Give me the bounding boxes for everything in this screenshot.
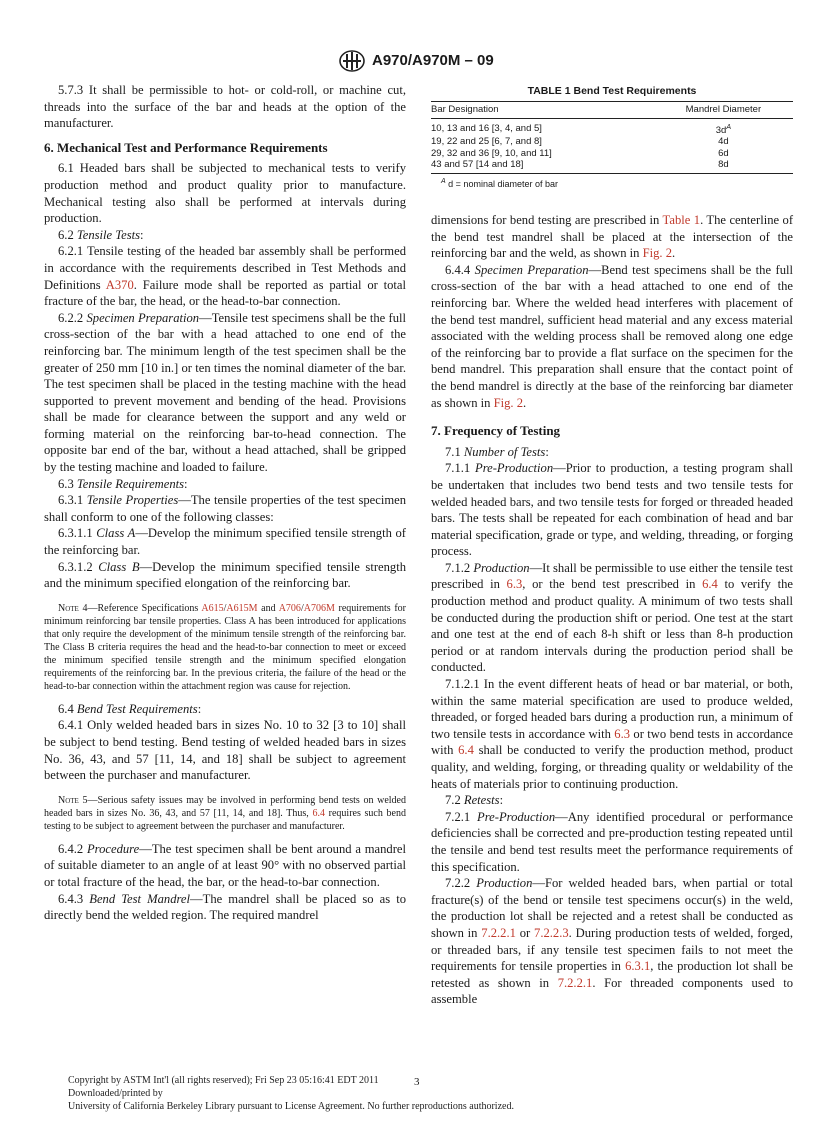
col-header-mandrel-diameter: Mandrel Diameter [654,102,793,119]
note-4: Note 4—Reference Specifications A615/A615M and A706/A706M requirements for minimum reinforcing bar tensile properties. Class A has been introduced for applications that only require the development of the minimum tensile strength of the reinforcing bar. The Class B criteria requires the head and the head-to-bar connection to meet or exceed the minimum specified tensile strength and the minimum specified elongation requirements of the reinforcing bar. In the previous criteria, the failure of the head or the head-to-bar connection within the attachment region was cause for rejection. [44,602,406,692]
ref-link-a706[interactable]: A706 [278,602,301,614]
para-7-2-1: 7.2.1 Pre-Production—Any identified procedural or performance deficiencies shall be corrected and pre-production testing repeated until the tensile and bend test results meet the performance requirements of this specification. [431,809,793,874]
para-7-2-2: 7.2.2 Production—For welded headed bars, when partial or total fracture(s) of the bend or tensile test specimens occur(s) in the weld, the production lot shall be rejected and a retest shall be conducted as shown in 7.2.2.1 or 7.2.2.3. During production tests of welded, forged, or threaded bars, if any tensile test specimen fails to not meet the requirements for tensile properties in 6.3.1, the production lot shall be retested as shown in 7.2.2.1. For threaded components used to assemble [431,876,794,1007]
ref-link-6-4[interactable]: 6.4 [702,577,718,592]
section-7-heading: 7. Frequency of Testing [431,423,561,439]
footer-line-downloaded: Downloaded/printed by [68,1088,163,1099]
astm-logo-icon [339,50,365,72]
table-footnote: $^A$ d = nominal diameter of bar [441,177,558,189]
ref-link-6-4[interactable]: 6.4 [458,743,474,758]
para-7-1-1: 7.1.1 Pre-Production—Prior to production, a testing program shall be undertaken that includes two bend tests and two tensile tests for welded headed bars, and two tensile tests for forged or threaded headed bars. The tests shall be repeated for each combination of head and bar material specification, grade or type, and welding, threading, or forging process. [431,461,793,559]
copyright-footer [68,1074,514,1113]
para-6-2-2: 6.2.2 Specimen Preparation—Tensile test specimens shall be the full cross-section of the bar with a head attached to one end of the reinforcing bar. The minimum length of the test specimen shall be the greater of 250 mm [10 in.] or ten times the nominal diameter of the bar. The test specimen shall be placed in the testing machine with the head supported to prevent movement and bending of the head. Provisions shall be made for clearance between the support and any weld or forming material on the reinforcing bar-to-head connection. The opposite bar end of the bar, without a head attached, shall be gripped by the testing machine and loaded to failure. [44,310,406,475]
para-7-1: 7.1 Number of Tests: [445,444,549,459]
para-6-2: 6.2 Tensile Tests: [58,227,144,242]
ref-link-7-2-2-1[interactable]: 7.2.2.1 [481,925,516,940]
ref-link-a615m[interactable]: A615M [226,602,258,614]
para-6-1: 6.1 Headed bars shall be subjected to mechanical tests to verify production method and product quality prior to manufacture. Mechanical testing also shall be performed at intervals during production. [44,161,406,226]
table-row: 43 and 57 [14 and 18] 8d [431,159,793,173]
ref-link-7-2-2-3[interactable]: 7.2.2.3 [534,925,569,940]
para-6-4-1: 6.4.1 Only welded headed bars in sizes No. 10 to 32 [3 to 10] shall be subject to bend testing. Bend testing of welded headed bars in sizes No. 36, 43, and 57 [11, 14, and 18] shall be subject to agreement between the purchaser and manufacturer. [44,718,406,783]
ref-link-a370[interactable]: A370 [105,277,134,292]
ref-link-a615[interactable]: A615 [201,602,224,614]
footer-line-license: University of California Berkeley Library pursuant to License Agreement. No further reproductions authorized. [68,1101,514,1112]
table-title: TABLE 1 Bend Test Requirements [527,85,697,97]
para-6-3-1-2: 6.3.1.2 Class B—Develop the minimum specified tensile strength and the minimum specified elongation of the reinforcing bar. [44,559,406,591]
col-header-bar-designation: Bar Designation [431,102,654,119]
para-6-4-3-continued: dimensions for bend testing are prescribed in Table 1. The centerline of the bend test mandrel shall be placed at the intersection of the reinforcing bar and the weld, as shown in Fig. 2. [431,213,794,261]
para-5-7-3: 5.7.3 It shall be permissible to hot- or cold-roll, or machine cut, threads into the surface of the bar and heads at the option of the manufacturer. [44,83,406,131]
ref-link-6-3[interactable]: 6.3 [506,577,523,592]
para-6-4: 6.4 Bend Test Requirements: [58,701,202,716]
note-5: Note 5—Serious safety issues may be involved in performing bend tests on welded headed bars in sizes No. 36, 43, and 57 [11, 14, and 18]. Thus, 6.4 requires such bend testing to be subject to agreement between the purchaser and manufacturer. [44,794,406,832]
ref-link-fig-2[interactable]: Fig. 2 [493,395,524,410]
para-6-2-1: 6.2.1 Tensile testing of the headed bar assembly shall be performed in accordance with the requirements described in Test Methods and Definitions A370. Failure mode shall be reported as partial or total fracture of the bar, the head, or the head-to-bar connection. [44,244,406,309]
para-6-3-1-1: 6.3.1.1 Class A—Develop the minimum specified tensile strength of the reinforcing bar. [44,526,406,558]
ref-link-table-1[interactable]: Table 1 [662,213,701,227]
para-6-4-3: 6.4.3 Bend Test Mandrel—The mandrel shall be placed so as to directly bend the welded region. The required mandrel [44,891,406,923]
section-6-heading: 6. Mechanical Test and Performance Requirements [44,139,328,155]
ref-link-6-4[interactable]: 6.4 [312,807,325,819]
page-header [0,50,838,72]
bend-test-table [431,101,793,174]
para-7-1-2: 7.1.2 Production—It shall be permissible to use either the tensile test prescribed in 6.3, or the bend test prescribed in 6.4 to verify the production method and product quality. A minimum of two tests shall be conducted during the production shift or period. One test at the start and one test at the end of each 8-h shift or less than 8-h production period or at random intervals during the production period shall be conducted. [431,560,794,675]
para-7-1-2-1: 7.1.2.1 In the event different heats of head or bar material, or both, within the same material specification are used to produce welded, threaded, or forged headed bars during a production run, a minimum of two tensile tests in accordance with 6.3 or two bend tests in accordance with 6.4 shall be conducted to verify the production method, product quality, and welding, forging, or threading quality or weldability of the heats of materials prior to continuing production. [431,677,794,791]
para-6-3-1: 6.3.1 Tensile Properties—The tensile properties of the test specimen shall conform to one of the following classes: [44,493,407,524]
ref-link-6-3[interactable]: 6.3 [614,726,631,741]
ref-link-fig-2[interactable]: Fig. 2 [642,246,672,261]
ref-link-a706m[interactable]: A706M [303,602,335,614]
document-designation: A970/A970M – 09 [372,52,494,69]
footer-line-copyright: Copyright by ASTM Int'l (all rights reserved); Fri Sep 23 05:16:41 EDT 2011 [68,1075,379,1086]
left-column [44,82,406,924]
table-row: 10, 13 and 16 [3, 4, and 5] $3d^A$ [431,123,731,136]
right-column [431,212,793,1008]
ref-link-7-2-2-1[interactable]: 7.2.2.1 [557,975,593,990]
ref-link-6-3-1[interactable]: 6.3.1 [625,959,651,974]
page-number: 3 [414,1076,420,1088]
para-6-4-4: 6.4.4 Specimen Preparation—Bend test specimens shall be the full cross-section of the bar with a head attached to one end of the reinforcing bar. Where the welded head interferes with placement of the bend test mandrel, sufficient head material and any excess material associated with the welding process shall be removed along one edge of the reinforcing bar to provide a flat surface on the specimen for the bend mandrel. This preparation shall ensure that the contact point of the bend mandrel is directly at the base of the reinforcing bar diameter as shown in Fig. 2. [431,262,793,410]
table-row: 29, 32 and 36 [9, 10, and 11] 6d [431,147,729,159]
para-6-3: 6.3 Tensile Requirements: [58,476,188,491]
table-1 [431,84,793,189]
table-row: 19, 22 and 25 [6, 7, and 8] 4d [431,136,729,148]
para-6-4-2: 6.4.2 Procedure—The test specimen shall be bent around a mandrel of suitable diameter to an angle of at least 90° with no observed partial or total fracture of the head, the bar, or the head-to-bar connection. [44,841,406,889]
para-7-2: 7.2 Retests: [445,793,504,808]
